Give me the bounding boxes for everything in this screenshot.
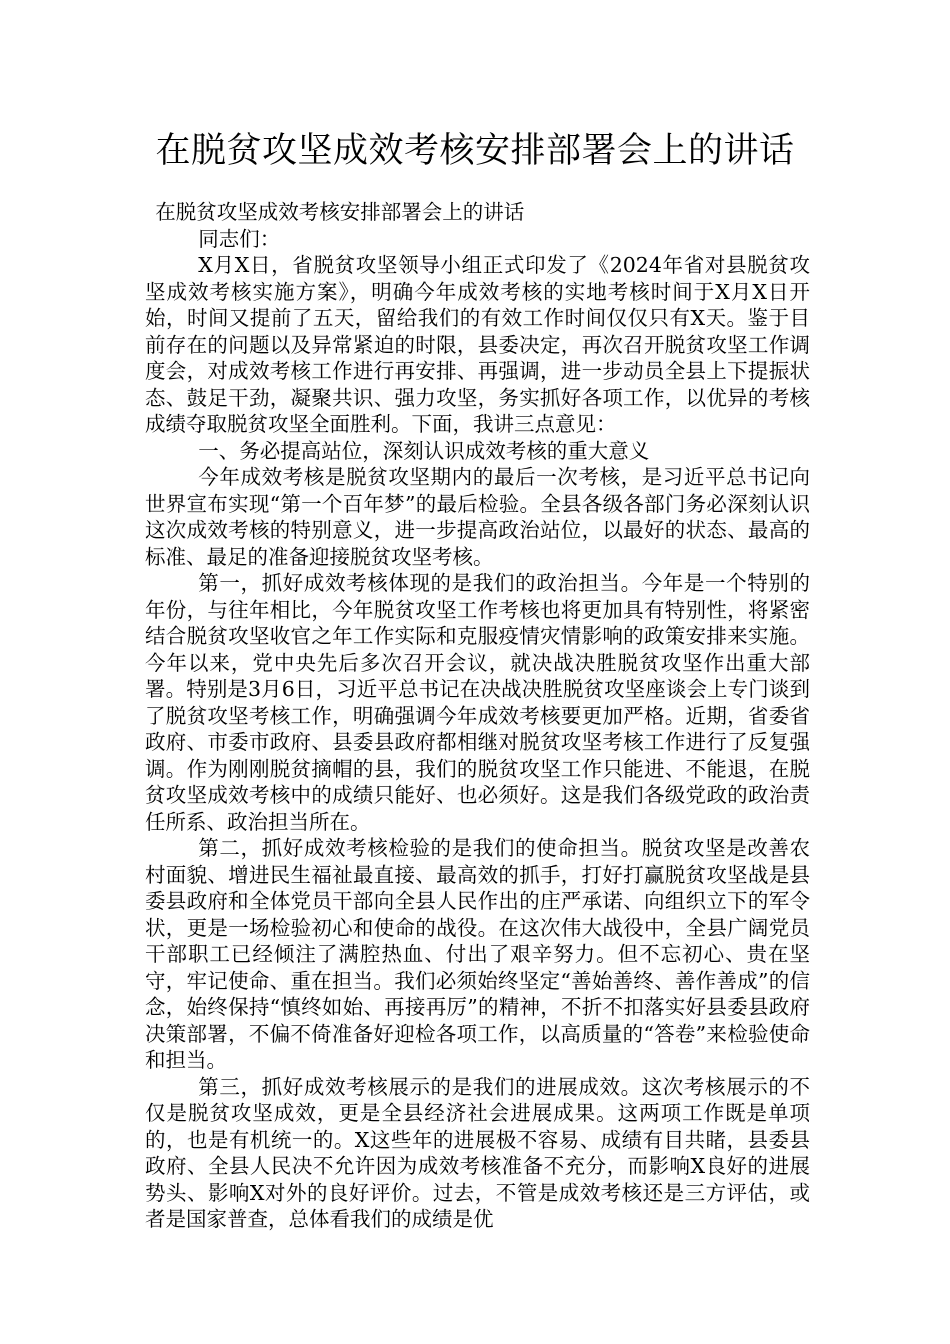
section-heading: 一、务必提高站位，深刻认识成效考核的重大意义 [198,438,650,463]
salutation: 同志们： [198,226,281,251]
paragraph-first-point: 第一，抓好成效考核体现的是我们的政治担当。今年是一个特别的年份，与往年相比，今年脱贫攻坚工作考核也将更加具有特别性，将紧密结合脱贫攻坚收官之年工作实际和克服疫情灾情影响的政策安排来实施。今年以来，党中央先后多次召开会议，就决战决胜脱贫攻坚作出重大部署。特别是3月6日，习近平总书记在决战决胜脱贫攻坚座谈会上专门谈到了脱贫攻坚考核工作，明确强调今年成效考核要更加严格。近期，省委省政府、市委市政府、县委县政府都相继对脱贫攻坚考核工作进行了反复强调。作为刚刚脱贫摘帽的县，我们的脱贫攻坚工作只能进、不能退，在脱贫攻坚成效考核中的成绩只能好、也必须好。这是我们各级党政的政治责任所系、政治担当所在。 [145,571,810,834]
paragraph-second-point: 第二，抓好成效考核检验的是我们的使命担当。脱贫攻坚是改善农村面貌、增进民生福祉最直接、最高效的抓手，打好打赢脱贫攻坚战是县委县政府和全体党员干部向全县人民作出的庄严承诺、向组织立下的军令状，更是一场检验初心和使命的战役。在这次伟大战役中，全县广阔党员干部职工已经倾注了满腔热血、付出了艰辛努力。但不忘初心、贵在坚守，牢记使命、重在担当。我们必须始终坚定“善始善终、善作善成”的信念，始终保持“慎终如始、再接再厉”的精神，不折不扣落实好县委县政府决策部署，不偏不倚准备好迎检各项工作，以高质量的“答卷”来检验使命和担当。 [145,836,810,1072]
paragraph-third-point: 第三，抓好成效考核展示的是我们的进展成效。这次考核展示的不仅是脱贫攻坚成效，更是全县经济社会进展成果。这两项工作既是单项的，也是有机统一的。X这些年的进展极不容易、成绩有目共睹，县委县政府、全县人民决不允许因为成效考核准备不充分，而影响X良好的进展势头、影响X对外的良好评价。过去，不管是成效考核还是三方评估，或者是国家普查，总体看我们的成绩是优 [145,1074,810,1231]
paragraph-significance: 今年成效考核是脱贫攻坚期内的最后一次考核，是习近平总书记向世界宣布实现“第一个百年梦”的最后检验。全县各级各部门务必深刻认识这次成效考核的特别意义，进一步提高政治站位，以最好的状态、最高的标准、最足的准备迎接脱贫攻坚考核。 [145,465,810,569]
document-subtitle: 在脱贫攻坚成效考核安排部署会上的讲话 [155,200,525,224]
document-body [145,199,810,1233]
document-title: 在脱贫攻坚成效考核安排部署会上的讲话 [155,131,795,171]
paragraph-intro: X月X日，省脱贫攻坚领导小组正式印发了《2024年省对县脱贫攻坚成效考核实施方案》，明确今年成效考核的实地考核时间于X月X日开始，时间又提前了五天，留给我们的有效工作时间仅仅只有X天。鉴于目前存在的问题以及异常紧迫的时限，县委决定，再次召开脱贫攻坚工作调度会，对成效考核工作进行再安排、再强调，进一步动员全县上下提振状态、鼓足干劲，凝聚共识、强力攻坚，务实抓好各项工作，以优异的考核成绩夺取脱贫攻坚全面胜利。下面，我讲三点意见： [145,253,810,436]
